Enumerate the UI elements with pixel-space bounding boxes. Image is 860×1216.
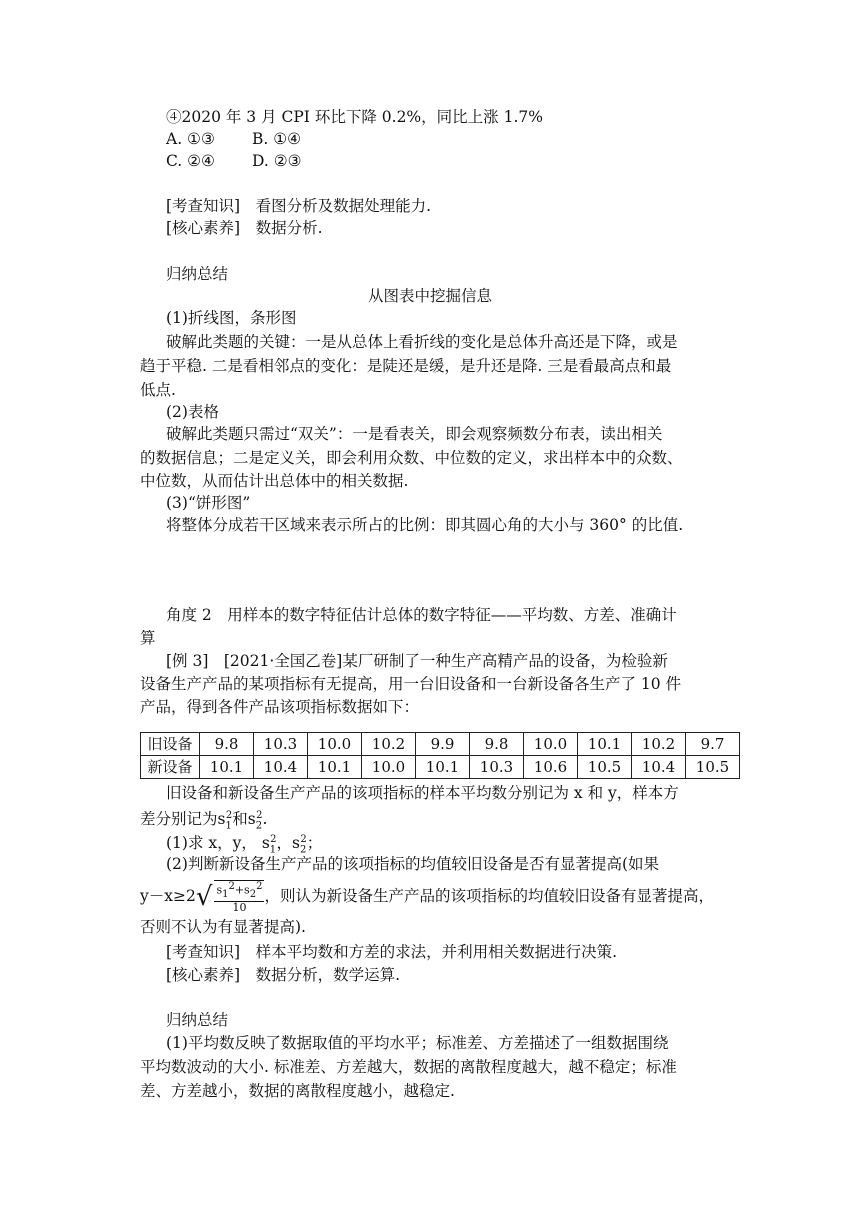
option-item-4: ④2020 年 3 月 CPI 环比下降 0.2%，同比上涨 1.7% [166, 108, 543, 126]
row-label: 新设备 [141, 756, 200, 779]
example-line: 设备生产产品的某项指标有无提高，用一台旧设备和一台新设备各生产了 10 件 [140, 675, 682, 693]
table-cell: 10.3 [470, 756, 524, 779]
table-cell: 10.6 [524, 756, 578, 779]
table-cell: 10.0 [308, 733, 362, 756]
table-cell: 10.2 [632, 733, 686, 756]
question-text: y－x≥2 [140, 886, 196, 905]
summary-p3-head: (3)“饼形图” [166, 494, 251, 512]
table-cell: 10.4 [254, 756, 308, 779]
table-cell: 10.2 [362, 733, 416, 756]
summary-p3-line: 将整体分成若干区域来表示所占的比例：即其圆心角的大小与 360° 的比值. [166, 516, 684, 534]
row-label: 旧设备 [141, 733, 200, 756]
sqrt-radicand: $\frac{s_1^2+s_2^2}{10}$ [216, 881, 263, 914]
table-cell: 10.1 [416, 756, 470, 779]
table-cell: 10.5 [686, 756, 740, 779]
summary-p1-line: 趋于平稳. 二是看相邻点的变化：是陡还是缓，是升还是降. 三是看最高点和最 [140, 357, 672, 375]
table-cell: 9.8 [200, 733, 254, 756]
sqrt-icon: √ [195, 881, 213, 912]
table-cell: 10.4 [632, 756, 686, 779]
knowledge-line-1: [考查知识] 看图分析及数据处理能力. [166, 197, 432, 215]
example-line: 产品，得到各件产品该项指标数据如下： [140, 698, 420, 716]
question-line: 否则不认为有显著提高). [140, 918, 306, 936]
table-cell: 10.1 [578, 733, 632, 756]
option-d: D. ②③ [252, 152, 302, 170]
angle-title-cont: 算 [140, 629, 156, 647]
table-cell: 10.1 [308, 756, 362, 779]
table-cell: 10.0 [524, 733, 578, 756]
option-row-cd [166, 150, 302, 172]
table-cell: 10.0 [362, 756, 416, 779]
summary-p1-line: 低点. [140, 381, 176, 399]
literacy-line-2: [核心素养] 数据分析，数学运算. [166, 966, 401, 984]
summary-p2-head: (2)表格 [166, 403, 219, 421]
summary-p2-line: 中位数，从而估计出总体中的相关数据. [140, 472, 409, 490]
option-c: C. ②④ [166, 152, 215, 170]
question-line: 旧设备和新设备生产产品的该项指标的样本平均数分别记为 x 和 y，样本方 [166, 784, 679, 802]
question-text: ，则认为新设备生产产品的该项指标的均值较旧设备有显著提高， [264, 886, 714, 905]
equipment-data-table [140, 732, 740, 779]
question-part-1: (1)求 x，y， $s_1^2$，$s_2^2$； [166, 834, 323, 856]
option-b: B. ①④ [252, 130, 302, 148]
question-text: 差分别记为 [140, 810, 218, 829]
table-cell: 9.8 [470, 733, 524, 756]
example-line: [例 3] [2021·全国乙卷]某厂研制了一种生产高精产品的设备，为检验新 [166, 652, 668, 670]
knowledge-line-2: [考查知识] 样本平均数和方差的求法，并利用相关数据进行决策. [166, 943, 618, 961]
summary-p1-line: 破解此类题的关键：一是从总体上看折线的变化是总体升高还是下降，或是 [166, 333, 678, 351]
summary2-line: (1)平均数反映了数据取值的平均水平；标准差、方差描述了一组数据围绕 [166, 1034, 669, 1052]
table-cell: 10.5 [578, 756, 632, 779]
summary-heading-1: 归纳总结 [166, 265, 229, 283]
question-line-formula [140, 880, 714, 914]
summary-p2-line: 的数据信息；二是定义关，即会利用众数、中位数的定义，求出样本中的众数、 [140, 449, 683, 467]
table-cell: 10.3 [254, 733, 308, 756]
summary2-line: 平均数波动的大小. 标准差、方差越大，数据的离散程度越大，越不稳定；标准 [140, 1058, 677, 1076]
question-line: 差分别记为$s_1^2$和$s_2^2$. [140, 810, 268, 832]
table-cell: 9.9 [416, 733, 470, 756]
table-row [141, 733, 740, 756]
summary2-line: 差、方差越小，数据的离散程度越小，越稳定. [140, 1082, 455, 1100]
summary-heading-2: 归纳总结 [166, 1011, 229, 1029]
table-cell: 9.7 [686, 733, 740, 756]
literacy-line-1: [核心素养] 数据分析. [166, 219, 323, 237]
table-row [141, 756, 740, 779]
table-cell: 10.1 [200, 756, 254, 779]
question-text: (1)求 x，y， [166, 834, 257, 853]
option-row-ab [166, 128, 301, 150]
angle-title: 角度 2 用样本的数字特征估计总体的数字特征——平均数、方差、准确计 [166, 606, 677, 624]
question-part-2: (2)判断新设备生产产品的该项指标的均值较旧设备是否有显著提高(如果 [166, 855, 660, 873]
summary-title: 从图表中挖掘信息 [367, 287, 492, 305]
option-a: A. ①③ [166, 130, 215, 148]
summary-p1-head: (1)折线图，条形图 [166, 309, 297, 327]
summary-p2-line: 破解此类题只需过“双关”：一是看表关，即会观察频数分布表，读出相关 [166, 425, 663, 443]
